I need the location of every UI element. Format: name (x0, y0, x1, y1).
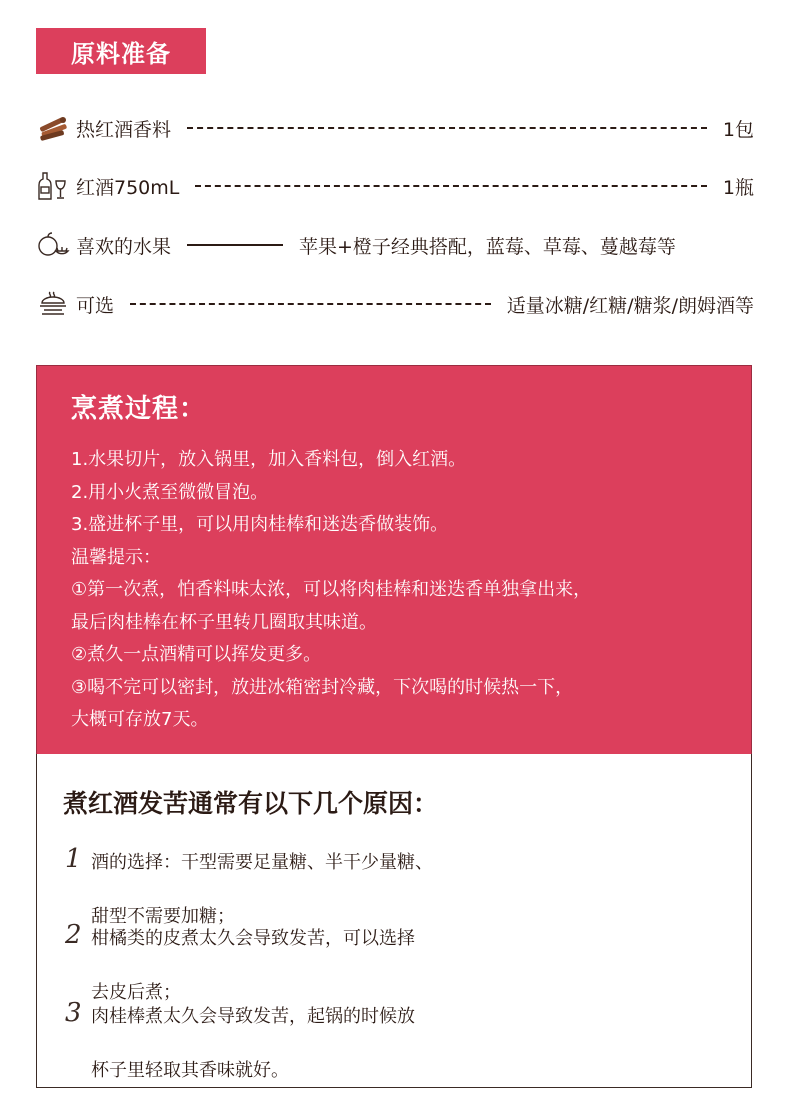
reason-number: 1 (65, 844, 82, 874)
reason-text: 肉桂棒煮太久会导致发苦，起锅的时候放 (91, 1006, 415, 1027)
reason-text: 杯子里轻取其香味就好。 (91, 1060, 289, 1081)
process-line: 大概可存放7天。 (71, 709, 209, 730)
wine-bottle-icon (36, 171, 70, 201)
process-steps (71, 444, 731, 737)
ingredient-row (36, 286, 754, 322)
reason-number: 2 (65, 920, 82, 950)
ingredient-name: 可选 (76, 294, 115, 317)
ingredient-value: 苹果+橙子经典搭配，蓝莓、草莓、蔓越莓等 (299, 235, 676, 258)
reasons-title: 煮红酒发苦通常有以下几个原因： (63, 789, 439, 818)
ingredient-row (36, 168, 754, 204)
reason-text: 去皮后煮； (91, 982, 181, 1003)
section-title-ingredients: 原料准备 (36, 28, 206, 74)
sugar-bowl-icon (36, 289, 70, 319)
reasons-panel (36, 754, 752, 1088)
fruit-icon (36, 230, 70, 260)
dash-separator (187, 244, 283, 246)
process-line: ③喝不完可以密封，放进冰箱密封冷藏，下次喝的时候热一下， (71, 676, 574, 698)
cinnamon-icon (36, 113, 70, 143)
process-line: 1.水果切片，放入锅里，加入香料包，倒入红酒。 (71, 449, 467, 470)
ingredient-row (36, 227, 754, 263)
process-panel (36, 365, 752, 755)
reason-number: 3 (65, 998, 82, 1028)
ingredient-name: 热红酒香料 (76, 118, 172, 141)
ingredient-value: 适量冰糖/红糖/糖浆/朗姆酒等 (506, 294, 754, 317)
process-line: 最后肉桂棒在杯子里转几圈取其味道。 (71, 611, 377, 633)
ingredient-value: 1包 (722, 118, 754, 141)
process-line: 2.用小火煮至微微冒泡。 (71, 481, 269, 503)
ingredient-row (36, 110, 754, 146)
process-line: ②煮久一点酒精可以挥发更多。 (71, 644, 322, 665)
process-title: 烹煮过程： (71, 394, 207, 424)
process-line: 温馨提示： (71, 546, 161, 568)
reason-text: 酒的选择：干型需要足量糖、半干少量糖、 (91, 852, 433, 873)
reason-text: 柑橘类的皮煮太久会导致发苦，可以选择 (91, 928, 415, 949)
ingredient-name: 红酒750mL (76, 176, 180, 199)
dash-separator (195, 185, 707, 187)
dash-separator (187, 127, 707, 129)
process-line: ①第一次煮，怕香料味太浓，可以将肉桂棒和迷迭香单独拿出来， (71, 579, 592, 600)
ingredient-value: 1瓶 (722, 176, 754, 199)
process-line: 3.盛进杯子里，可以用肉桂棒和迷迭香做装饰。 (71, 514, 449, 535)
dash-separator (130, 303, 491, 305)
ingredient-name: 喜欢的水果 (76, 235, 172, 258)
reason-text: 甜型不需要加糖； (91, 906, 235, 927)
